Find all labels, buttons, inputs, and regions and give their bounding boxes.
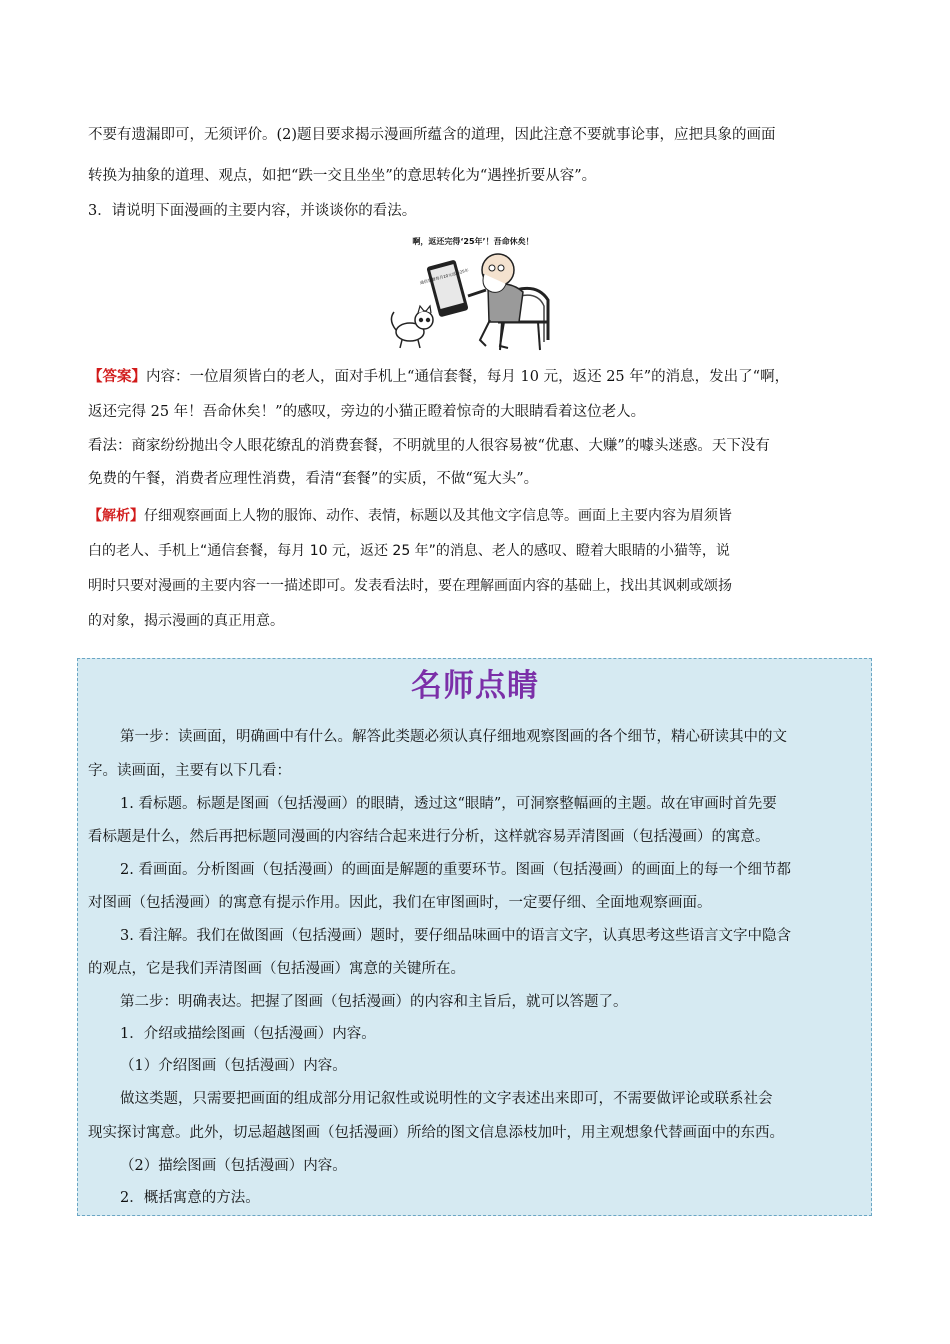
answer-line: 看法：商家纷纷抛出令人眼花缭乱的消费套餐，不明就里的人很容易被“优惠、大赚”的噱头迷惑。天下没有 (88, 438, 770, 454)
tips-line: 1. 看标题。标题是图画（包括漫画）的眼睛，透过这“眼睛”，可洞察整幅画的主题。故在审画时首先要 (120, 796, 777, 812)
tips-line: 2．概括寓意的方法。 (120, 1190, 260, 1206)
question-text: 3．请说明下面漫画的主要内容，并谈谈你的看法。 (88, 203, 417, 219)
analysis-line: 明时只要对漫画的主要内容一一描述即可。发表看法时，要在理解画面内容的基础上，找出其讽刺或颂扬 (88, 578, 732, 594)
cartoon-illustration (388, 232, 558, 354)
paragraph-line: 转换为抽象的道理、观点，如把“跌一交且坐坐”的意思转化为“遇挫折要从容”。 (88, 168, 597, 184)
tips-line: 现实探讨寓意。此外，切忌超越图画（包括漫画）所给的图文信息添枝加叶，用主观想象代替画面中的东西。 (88, 1125, 784, 1141)
paragraph-line: 不要有遗漏即可，无须评价。(2)题目要求揭示漫画所蕴含的道理，因此注意不要就事论事，应把具象的画面 (88, 127, 776, 143)
answer-tag: 【答案】 (88, 368, 146, 385)
tips-line: （1）介绍图画（包括漫画）内容。 (120, 1058, 347, 1074)
phone-screen-text: 通信套餐每月10元返还25年 (419, 267, 470, 286)
answer-line: 返还完得 25 年！吾命休矣！”的感叹，旁边的小猫正瞪着惊奇的大眼睛看着这位老人。 (88, 404, 646, 420)
tips-line: 3. 看注解。我们在做图画（包括漫画）题时，要仔细品味画中的语言文字，认真思考这些语言文字中隐含 (120, 928, 791, 944)
tips-line: 对图画（包括漫画）的寓意有提示作用。因此，我们在审图画时，一定要仔细、全面地观察画面。 (88, 895, 712, 911)
answer-text: 内容：一位眉须皆白的老人，面对手机上“通信套餐，每月 10 元，返还 25 年”的消息，发出了“啊， (146, 369, 790, 385)
tips-line: （2）描绘图画（包括漫画）内容。 (120, 1158, 347, 1174)
analysis-line: 的对象，揭示漫画的真正用意。 (88, 613, 284, 629)
cartoon-caption: 啊，返还完得‘25年’！吾命休矣！ (412, 237, 534, 246)
answer-line: 免费的午餐，消费者应理性消费，看清“套餐”的实质，不做“冤大头”。 (88, 471, 539, 487)
answer-line (88, 366, 864, 388)
tips-line: 2. 看画面。分析图画（包括漫画）的画面是解题的重要环节。图画（包括漫画）的画面上的每一个细节都 (120, 862, 791, 878)
analysis-text: 仔细观察画面上人物的服饰、动作、表情，标题以及其他文字信息等。画面上主要内容为眉须皆 (144, 508, 732, 524)
tips-line: 字。读画面，主要有以下几看： (88, 763, 291, 779)
tips-line: 1．介绍或描绘图画（包括漫画）内容。 (120, 1026, 376, 1042)
tips-title: 名师点睛 (411, 668, 539, 704)
tips-line: 看标题是什么，然后再把标题同漫画的内容结合起来进行分析，这样就容易弄清图画（包括漫画）的寓意。 (88, 829, 770, 845)
tips-line: 做这类题，只需要把画面的组成部分用记叙性或说明性的文字表述出来即可，不需要做评论或联系社会 (120, 1091, 773, 1107)
analysis-line (88, 505, 864, 527)
analysis-tag: 【解析】 (88, 508, 144, 524)
tips-line: 第二步：明确表达。把握了图画（包括漫画）的内容和主旨后，就可以答题了。 (120, 994, 628, 1010)
tips-line: 的观点，它是我们弄清图画（包括漫画）寓意的关键所在。 (88, 961, 465, 977)
analysis-line: 白的老人、手机上“通信套餐，每月 10 元，返还 25 年”的消息、老人的感叹、瞪着大眼睛的小猫等，说 (88, 543, 730, 559)
tips-line: 第一步：读画面，明确画中有什么。解答此类题必须认真仔细地观察图画的各个细节，精心研读其中的文 (120, 729, 787, 745)
